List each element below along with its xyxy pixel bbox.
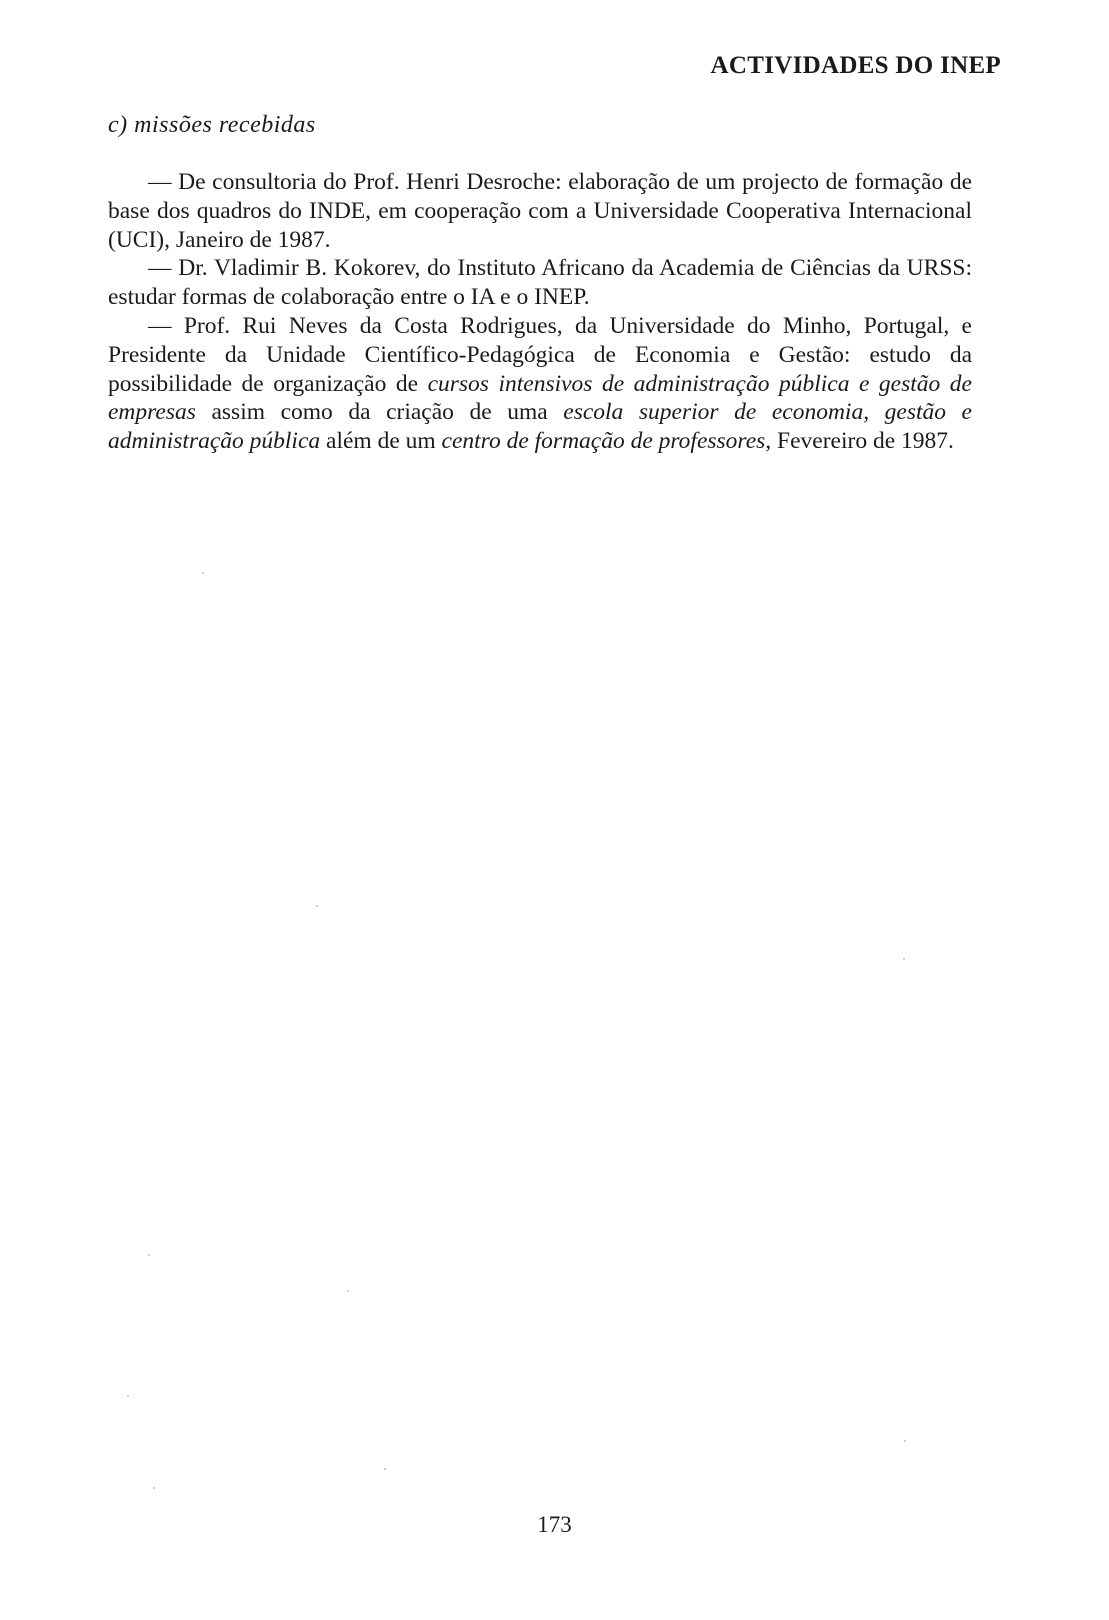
scan-speck — [127, 1395, 129, 1397]
paragraph-rodrigues-text-4: Fevereiro de 1987. — [771, 428, 954, 455]
running-header: ACTIVIDADES DO INEP — [710, 52, 1001, 79]
scan-speck — [904, 1440, 906, 1442]
scan-speck — [316, 905, 318, 907]
paragraph-desroche: — De consultoria do Prof. Henri Desroche: elaboração de um projecto de formação de base dos quadros do INDE, em cooperação com a Universidade Cooperativa Internacional (UCI), Janeiro de 1987. — [108, 169, 972, 253]
page-number: 173 — [537, 1512, 572, 1537]
paragraph-rodrigues-text-1: — Prof. Rui Neves da Costa Rodrigues, da Universidade do Minho, Portugal, e Presidente da Unidade Científico-Pedagógica de Economia e Gestão: estudo da possibilidade de organização de — [108, 312, 972, 397]
body-text — [108, 168, 972, 456]
scan-speck — [384, 1468, 386, 1470]
scan-speck — [202, 572, 204, 574]
scan-speck — [903, 958, 905, 960]
paragraph-rodrigues — [108, 312, 972, 456]
emphasis-centro-formacao: centro de formação de professores, — [441, 428, 772, 455]
emphasis-cursos-intensivos: cursos intensivos de administração pública e gestão de empresas — [108, 370, 972, 426]
paragraph-rodrigues-text-3: além de um — [320, 428, 442, 455]
paragraph-rodrigues-text-2: assim como da criação de uma — [195, 399, 564, 426]
emphasis-escola-superior: escola superior de economia, gestão e administração pública — [108, 399, 972, 455]
scan-speck — [148, 1254, 150, 1256]
scan-speck — [153, 1487, 155, 1489]
section-heading: c) missões recebidas — [108, 112, 316, 138]
paragraph-kokorev: — Dr. Vladimir B. Kokorev, do Instituto Africano da Academia de Ciências da URSS: estudar formas de colaboração entre o IA e o INEP. — [108, 255, 972, 311]
scan-speck — [347, 1290, 349, 1292]
